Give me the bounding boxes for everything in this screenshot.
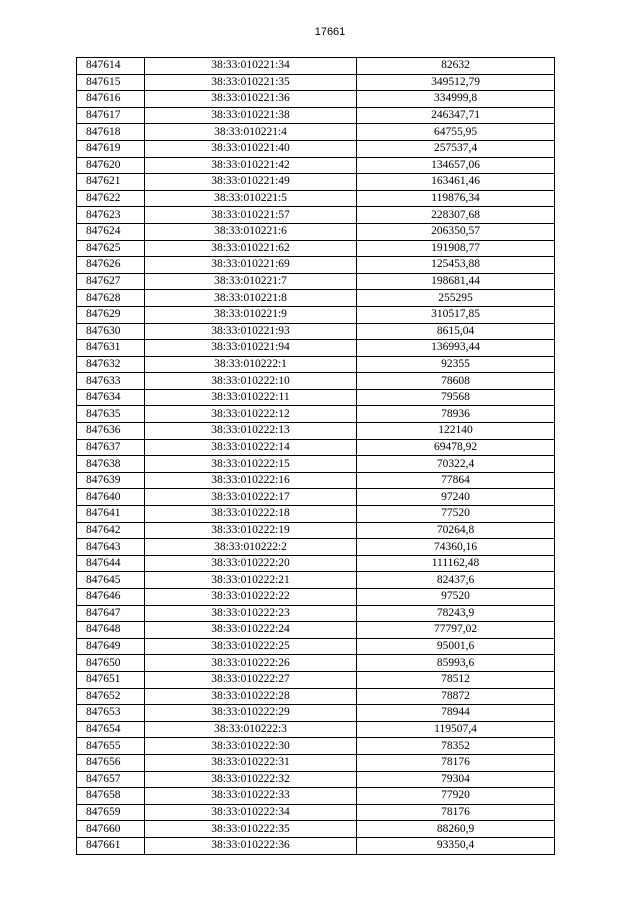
- cadastral-value-cell: 88260,9: [357, 821, 555, 838]
- table-row: [77, 688, 555, 705]
- row-number-cell: 847624: [77, 223, 145, 240]
- cadastral-number-cell: 38:33:010222:34: [145, 804, 357, 821]
- cadastral-value-cell: 77797,02: [357, 622, 555, 639]
- row-number-cell: 847645: [77, 572, 145, 589]
- cadastral-number-cell: 38:33:010221:9: [145, 306, 357, 323]
- cadastral-number-cell: 38:33:010222:28: [145, 688, 357, 705]
- cadastral-value-cell: 206350,57: [357, 223, 555, 240]
- cadastral-number-cell: 38:33:010221:62: [145, 240, 357, 257]
- table-row: [77, 671, 555, 688]
- row-number-cell: 847619: [77, 140, 145, 157]
- row-number-cell: 847658: [77, 788, 145, 805]
- row-number-cell: 847631: [77, 340, 145, 357]
- cadastral-value-cell: 78176: [357, 754, 555, 771]
- table-row: [77, 290, 555, 307]
- row-number-cell: 847646: [77, 589, 145, 606]
- row-number-cell: 847615: [77, 74, 145, 91]
- table-row: [77, 705, 555, 722]
- cadastral-number-cell: 38:33:010221:94: [145, 340, 357, 357]
- table-row: [77, 472, 555, 489]
- cadastral-number-cell: 38:33:010222:11: [145, 389, 357, 406]
- row-number-cell: 847628: [77, 290, 145, 307]
- table-row: [77, 522, 555, 539]
- cadastral-number-cell: 38:33:010222:25: [145, 638, 357, 655]
- row-number-cell: 847627: [77, 273, 145, 290]
- cadastral-value-cell: 70264,8: [357, 522, 555, 539]
- cadastral-value-cell: 78243,9: [357, 605, 555, 622]
- row-number-cell: 847629: [77, 306, 145, 323]
- cadastral-number-cell: 38:33:010222:16: [145, 472, 357, 489]
- cadastral-number-cell: 38:33:010222:30: [145, 738, 357, 755]
- cadastral-number-cell: 38:33:010221:6: [145, 223, 357, 240]
- cadastral-value-cell: 78944: [357, 705, 555, 722]
- table-row: [77, 622, 555, 639]
- table-row: [77, 423, 555, 440]
- row-number-cell: 847635: [77, 406, 145, 423]
- cadastral-number-cell: 38:33:010222:33: [145, 788, 357, 805]
- table-row: [77, 821, 555, 838]
- row-number-cell: 847633: [77, 373, 145, 390]
- cadastral-value-cell: 78608: [357, 373, 555, 390]
- cadastral-value-cell: 111162,48: [357, 555, 555, 572]
- cadastral-value-cell: 97520: [357, 589, 555, 606]
- cadastral-number-cell: 38:33:010222:18: [145, 506, 357, 523]
- cadastral-number-cell: 38:33:010222:12: [145, 406, 357, 423]
- table-row: [77, 439, 555, 456]
- row-number-cell: 847621: [77, 174, 145, 191]
- table-row: [77, 406, 555, 423]
- table-row: [77, 223, 555, 240]
- row-number-cell: 847642: [77, 522, 145, 539]
- cadastral-number-cell: 38:33:010221:42: [145, 157, 357, 174]
- table-row: [77, 340, 555, 357]
- cadastral-value-cell: 64755,95: [357, 124, 555, 141]
- cadastral-value-cell: 82437,6: [357, 572, 555, 589]
- cadastral-value-cell: 77864: [357, 472, 555, 489]
- cadastral-number-cell: 38:33:010221:34: [145, 58, 357, 75]
- cadastral-value-cell: 78936: [357, 406, 555, 423]
- cadastral-value-cell: 78352: [357, 738, 555, 755]
- cadastral-number-cell: 38:33:010221:57: [145, 207, 357, 224]
- cadastral-value-cell: 92355: [357, 356, 555, 373]
- cadastral-value-cell: 255295: [357, 290, 555, 307]
- cadastral-value-cell: 93350,4: [357, 837, 555, 854]
- row-number-cell: 847655: [77, 738, 145, 755]
- table-row: [77, 638, 555, 655]
- row-number-cell: 847637: [77, 439, 145, 456]
- table-row: [77, 572, 555, 589]
- row-number-cell: 847636: [77, 423, 145, 440]
- cadastral-number-cell: 38:33:010221:8: [145, 290, 357, 307]
- table-row: [77, 804, 555, 821]
- table-row: [77, 373, 555, 390]
- cadastral-value-cell: 134657,06: [357, 157, 555, 174]
- table-row: [77, 107, 555, 124]
- cadastral-number-cell: 38:33:010221:7: [145, 273, 357, 290]
- cadastral-value-cell: 97240: [357, 489, 555, 506]
- cadastral-number-cell: 38:33:010221:40: [145, 140, 357, 157]
- cadastral-number-cell: 38:33:010222:2: [145, 539, 357, 556]
- row-number-cell: 847634: [77, 389, 145, 406]
- table-row: [77, 240, 555, 257]
- cadastral-value-cell: 122140: [357, 423, 555, 440]
- row-number-cell: 847618: [77, 124, 145, 141]
- cadastral-value-cell: 163461,46: [357, 174, 555, 191]
- table-row: [77, 771, 555, 788]
- table-row: [77, 140, 555, 157]
- row-number-cell: 847623: [77, 207, 145, 224]
- cadastral-value-cell: 79568: [357, 389, 555, 406]
- row-number-cell: 847638: [77, 456, 145, 473]
- cadastral-number-cell: 38:33:010222:22: [145, 589, 357, 606]
- row-number-cell: 847632: [77, 356, 145, 373]
- cadastral-value-cell: 228307,68: [357, 207, 555, 224]
- table-body: [77, 58, 555, 855]
- cadastral-value-cell: 70322,4: [357, 456, 555, 473]
- row-number-cell: 847659: [77, 804, 145, 821]
- table-row: [77, 539, 555, 556]
- cadastral-value-cell: 349512,79: [357, 74, 555, 91]
- cadastral-value-cell: 77920: [357, 788, 555, 805]
- cadastral-number-cell: 38:33:010221:35: [145, 74, 357, 91]
- table-row: [77, 655, 555, 672]
- cadastral-value-cell: 310517,85: [357, 306, 555, 323]
- cadastral-number-cell: 38:33:010222:32: [145, 771, 357, 788]
- row-number-cell: 847661: [77, 837, 145, 854]
- cadastral-number-cell: 38:33:010221:4: [145, 124, 357, 141]
- row-number-cell: 847644: [77, 555, 145, 572]
- cadastral-value-cell: 69478,92: [357, 439, 555, 456]
- table-row: [77, 306, 555, 323]
- cadastral-value-cell: 78176: [357, 804, 555, 821]
- table-row: [77, 74, 555, 91]
- table-row: [77, 58, 555, 75]
- cadastral-number-cell: 38:33:010222:24: [145, 622, 357, 639]
- row-number-cell: 847626: [77, 257, 145, 274]
- row-number-cell: 847643: [77, 539, 145, 556]
- row-number-cell: 847641: [77, 506, 145, 523]
- cadastral-number-cell: 38:33:010222:19: [145, 522, 357, 539]
- cadastral-value-cell: 198681,44: [357, 273, 555, 290]
- cadastral-value-cell: 78512: [357, 671, 555, 688]
- cadastral-value-cell: 246347,71: [357, 107, 555, 124]
- table-row: [77, 489, 555, 506]
- cadastral-number-cell: 38:33:010222:1: [145, 356, 357, 373]
- cadastral-number-cell: 38:33:010222:23: [145, 605, 357, 622]
- cadastral-number-cell: 38:33:010221:36: [145, 91, 357, 108]
- cadastral-value-cell: 82632: [357, 58, 555, 75]
- cadastral-value-cell: 334999,8: [357, 91, 555, 108]
- table-row: [77, 124, 555, 141]
- cadastral-number-cell: 38:33:010222:3: [145, 721, 357, 738]
- table-row: [77, 788, 555, 805]
- row-number-cell: 847657: [77, 771, 145, 788]
- row-number-cell: 847640: [77, 489, 145, 506]
- table-row: [77, 207, 555, 224]
- cadastral-number-cell: 38:33:010221:38: [145, 107, 357, 124]
- table-row: [77, 157, 555, 174]
- cadastral-number-cell: 38:33:010222:27: [145, 671, 357, 688]
- table-row: [77, 323, 555, 340]
- row-number-cell: 847649: [77, 638, 145, 655]
- cadastral-value-cell: 8615,04: [357, 323, 555, 340]
- table-row: [77, 356, 555, 373]
- cadastral-value-cell: 119507,4: [357, 721, 555, 738]
- cadastral-number-cell: 38:33:010222:15: [145, 456, 357, 473]
- table-row: [77, 555, 555, 572]
- row-number-cell: 847630: [77, 323, 145, 340]
- row-number-cell: 847651: [77, 671, 145, 688]
- row-number-cell: 847648: [77, 622, 145, 639]
- page-number: 17661: [314, 26, 346, 38]
- row-number-cell: 847653: [77, 705, 145, 722]
- row-number-cell: 847647: [77, 605, 145, 622]
- cadastral-number-cell: 38:33:010221:93: [145, 323, 357, 340]
- cadastral-number-cell: 38:33:010222:29: [145, 705, 357, 722]
- table-row: [77, 506, 555, 523]
- cadastral-number-cell: 38:33:010222:10: [145, 373, 357, 390]
- cadastral-number-cell: 38:33:010222:20: [145, 555, 357, 572]
- row-number-cell: 847614: [77, 58, 145, 75]
- row-number-cell: 847625: [77, 240, 145, 257]
- row-number-cell: 847620: [77, 157, 145, 174]
- row-number-cell: 847617: [77, 107, 145, 124]
- cadastral-value-cell: 191908,77: [357, 240, 555, 257]
- table-row: [77, 456, 555, 473]
- cadastral-number-cell: 38:33:010222:26: [145, 655, 357, 672]
- cadastral-value-table: [76, 57, 555, 855]
- cadastral-number-cell: 38:33:010222:13: [145, 423, 357, 440]
- cadastral-number-cell: 38:33:010222:31: [145, 754, 357, 771]
- row-number-cell: 847639: [77, 472, 145, 489]
- table-row: [77, 190, 555, 207]
- row-number-cell: 847650: [77, 655, 145, 672]
- cadastral-number-cell: 38:33:010222:35: [145, 821, 357, 838]
- cadastral-value-cell: 79304: [357, 771, 555, 788]
- cadastral-value-cell: 77520: [357, 506, 555, 523]
- row-number-cell: 847660: [77, 821, 145, 838]
- cadastral-number-cell: 38:33:010222:36: [145, 837, 357, 854]
- table-row: [77, 754, 555, 771]
- row-number-cell: 847652: [77, 688, 145, 705]
- table-row: [77, 257, 555, 274]
- table-row: [77, 91, 555, 108]
- table-row: [77, 837, 555, 854]
- cadastral-number-cell: 38:33:010221:49: [145, 174, 357, 191]
- cadastral-value-cell: 119876,34: [357, 190, 555, 207]
- row-number-cell: 847622: [77, 190, 145, 207]
- cadastral-value-cell: 78872: [357, 688, 555, 705]
- cadastral-number-cell: 38:33:010221:69: [145, 257, 357, 274]
- cadastral-value-cell: 125453,88: [357, 257, 555, 274]
- row-number-cell: 847656: [77, 754, 145, 771]
- table-row: [77, 589, 555, 606]
- table-row: [77, 174, 555, 191]
- cadastral-number-cell: 38:33:010222:17: [145, 489, 357, 506]
- table-row: [77, 273, 555, 290]
- cadastral-value-cell: 74360,16: [357, 539, 555, 556]
- cadastral-number-cell: 38:33:010222:21: [145, 572, 357, 589]
- row-number-cell: 847654: [77, 721, 145, 738]
- cadastral-value-cell: 95001,6: [357, 638, 555, 655]
- table-row: [77, 721, 555, 738]
- cadastral-number-cell: 38:33:010222:14: [145, 439, 357, 456]
- cadastral-value-cell: 257537,4: [357, 140, 555, 157]
- table-row: [77, 738, 555, 755]
- table-row: [77, 605, 555, 622]
- cadastral-value-cell: 85993,6: [357, 655, 555, 672]
- table-row: [77, 389, 555, 406]
- cadastral-number-cell: 38:33:010221:5: [145, 190, 357, 207]
- row-number-cell: 847616: [77, 91, 145, 108]
- cadastral-value-cell: 136993,44: [357, 340, 555, 357]
